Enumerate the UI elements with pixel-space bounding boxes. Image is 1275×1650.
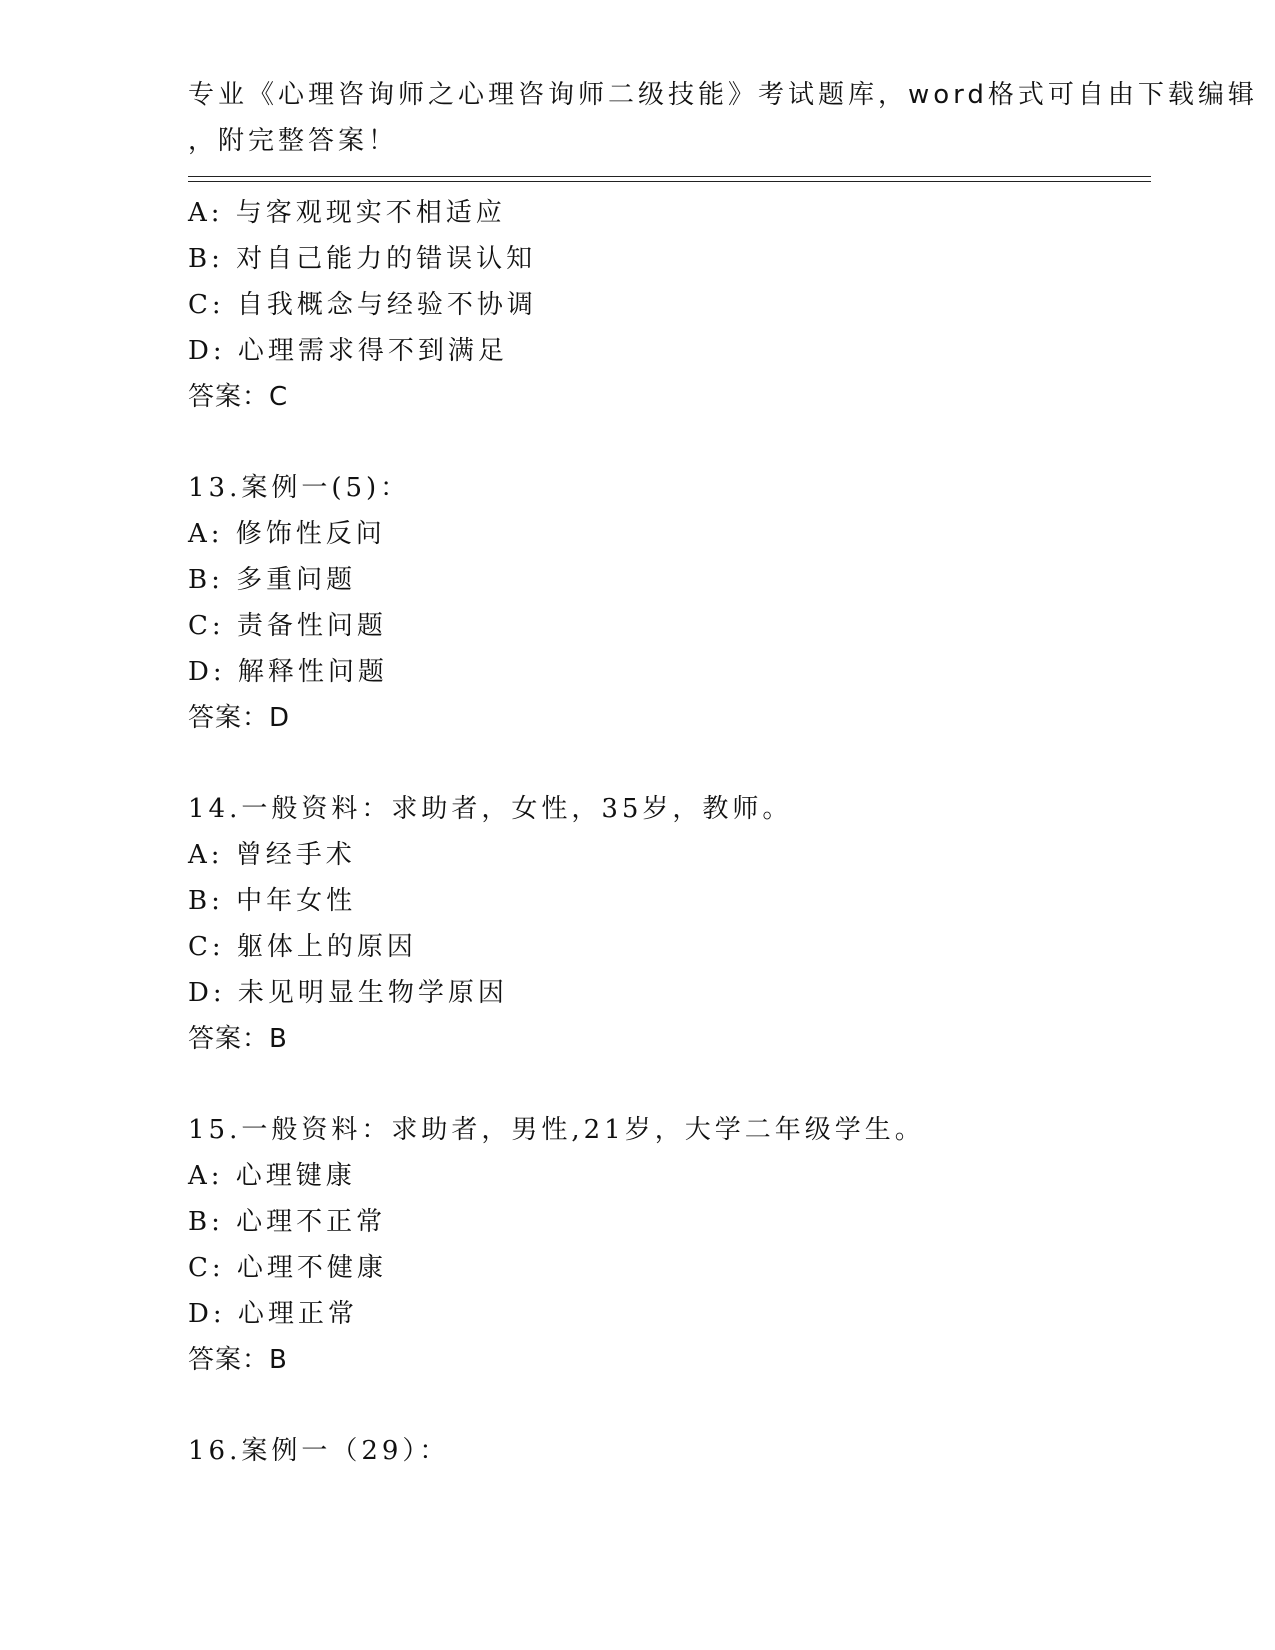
question-title: 15.一般资料：求助者，男性,21岁，大学二年级学生。 xyxy=(188,1115,925,1145)
question-block-12 xyxy=(188,190,1148,420)
answer-line: 答案：B xyxy=(188,1024,288,1054)
header-line-1: 专业《心理咨询师之心理咨询师二级技能》考试题库，word格式可自由下载编辑 xyxy=(188,80,1258,110)
question-block-14 xyxy=(188,786,1148,1062)
answer-line: 答案：D xyxy=(188,703,291,733)
header-divider-top xyxy=(188,176,1151,177)
option-c: C: 心理不健康 xyxy=(188,1253,387,1283)
option-d: D: 解释性问题 xyxy=(188,657,388,687)
document-header xyxy=(188,72,1258,164)
option-d: D: 心理需求得不到满足 xyxy=(188,336,508,366)
header-divider-bottom xyxy=(188,181,1151,182)
question-block-13 xyxy=(188,465,1148,741)
option-b: B: 多重问题 xyxy=(188,565,357,595)
header-line-2: ，附完整答案！ xyxy=(188,126,399,156)
option-c: C: 躯体上的原因 xyxy=(188,932,417,962)
question-block-15 xyxy=(188,1107,1148,1383)
option-b: B: 心理不正常 xyxy=(188,1207,387,1237)
option-b: B: 对自己能力的错误认知 xyxy=(188,244,537,274)
option-a: A: 修饰性反问 xyxy=(188,519,386,549)
question-title: 13.案例一(5)： xyxy=(188,473,411,503)
question-list xyxy=(188,190,1148,1474)
question-title: 16.案例一（29）： xyxy=(188,1436,450,1466)
option-a: A: 曾经手术 xyxy=(188,840,356,870)
option-c: C: 自我概念与经验不协调 xyxy=(188,290,537,320)
option-d: D: 心理正常 xyxy=(188,1299,358,1329)
option-a: A: 与客观现实不相适应 xyxy=(188,198,506,228)
answer-line: 答案：C xyxy=(188,382,289,412)
option-d: D: 未见明显生物学原因 xyxy=(188,978,508,1008)
question-block-16 xyxy=(188,1428,1148,1474)
question-title: 14.一般资料：求助者，女性，35岁，教师。 xyxy=(188,794,793,824)
option-b: B: 中年女性 xyxy=(188,886,357,916)
option-a: A: 心理键康 xyxy=(188,1161,356,1191)
answer-line: 答案：B xyxy=(188,1345,288,1375)
option-c: C: 责备性问题 xyxy=(188,611,387,641)
